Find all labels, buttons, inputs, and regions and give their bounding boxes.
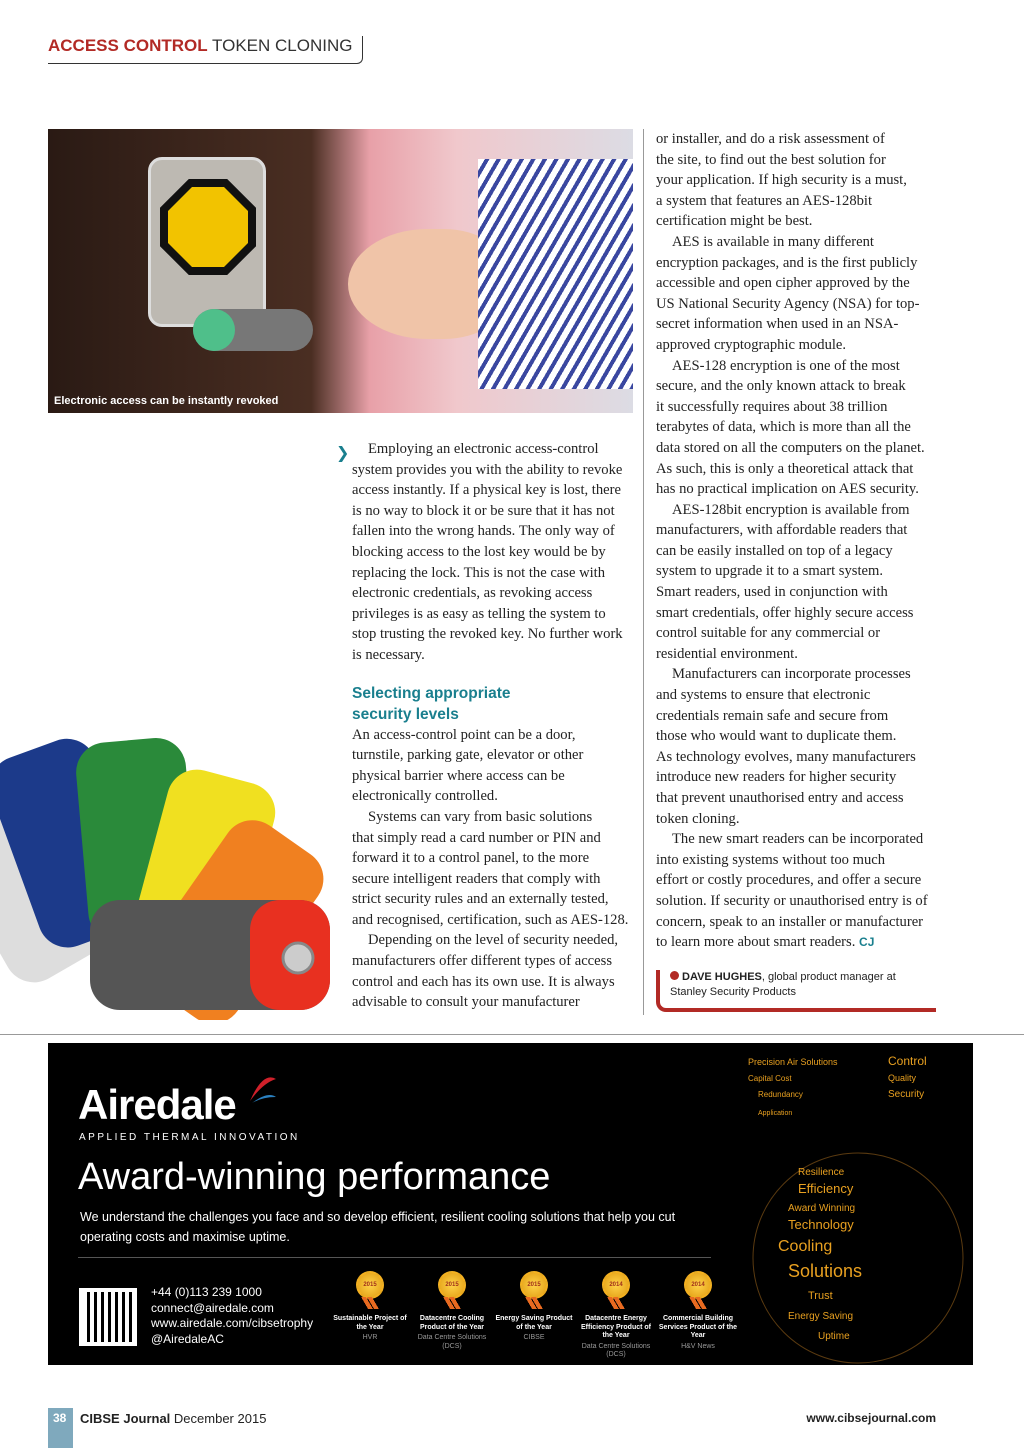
text-line: secret information when used in an NSA-	[656, 316, 899, 333]
ribbon-icon	[524, 1297, 544, 1309]
paragraph	[656, 232, 941, 356]
cloud-word: Quality	[888, 1073, 917, 1083]
award-title: Datacentre Energy Efficiency Product of the Year	[580, 1315, 651, 1339]
text-line: is necessary.	[352, 646, 425, 663]
text-line: privileges is as easy as telling the system to	[352, 605, 606, 622]
text-line: Systems can vary from basic solutions	[368, 808, 593, 825]
website-link[interactable]: www.airedale.com/cibsetrophy	[151, 1316, 314, 1330]
text-line: Smart readers, used in conjunction with	[656, 584, 888, 601]
cloud-word: Solutions	[788, 1261, 863, 1281]
text-line: As such, this is only a theoretical attack that	[656, 460, 914, 477]
subheading-line: Selecting appropriate	[352, 684, 511, 702]
section-name: ACCESS CONTROL	[48, 36, 208, 55]
author-name: DAVE HUGHES	[682, 971, 762, 983]
award-badge	[658, 1271, 738, 1351]
text-line: secure, and the only known attack to break	[656, 378, 906, 395]
medal-icon: 2015	[356, 1271, 384, 1299]
author-byline	[656, 970, 936, 1012]
text-line: the site, to find out the best solution for	[656, 151, 886, 168]
issue-date: December 2015	[173, 1411, 267, 1426]
author-role: , global product manager at	[761, 971, 896, 983]
cloud-word: Redundancy	[758, 1090, 803, 1099]
cloud-word: Resilience	[798, 1167, 845, 1178]
text-line: secure intelligent readers that comply with	[352, 870, 601, 887]
email-link[interactable]: connect@airedale.com	[151, 1300, 274, 1315]
award-title: Datacentre Cooling Product of the Year	[419, 1315, 485, 1331]
logo-tagline: APPLIED THERMAL INNOVATION	[79, 1132, 300, 1143]
text-line: credentials remain safe and secure from	[656, 707, 889, 724]
text-line: token cloning.	[656, 810, 740, 827]
text-line: your application. If high security is a must,	[656, 172, 907, 189]
cloud-word: Energy Saving	[788, 1311, 854, 1322]
cloud-word: Technology	[788, 1217, 854, 1232]
text-line: manufacturers offer different types of access	[352, 953, 613, 970]
medal-icon: 2014	[684, 1271, 712, 1299]
text-line: blocking access to the lost key would be by	[352, 543, 606, 560]
article-column-middle	[352, 439, 637, 1013]
text-line: AES is available in many different	[672, 233, 874, 250]
key-fobs-photo	[0, 720, 335, 1020]
journal-info	[80, 1411, 266, 1426]
section-header	[48, 36, 363, 64]
article-column-right	[656, 129, 941, 953]
award-source: Data Centre Solutions (DCS)	[581, 1342, 651, 1358]
text-line: data stored on all the computers on the planet.	[656, 439, 925, 456]
text-line: concern, speak to an installer or manufacturer	[656, 913, 924, 930]
award-source: CIBSE	[523, 1334, 545, 1341]
text-line: system provides you with the ability to revoke	[352, 461, 623, 478]
ad-body: We understand the challenges you face and so develop efficient, resilient cooling solutions that help you cut operating costs and maximise uptime.	[80, 1210, 676, 1244]
text-line: a system that features an AES-128bit	[656, 192, 873, 209]
text-line: to learn more about smart readers.	[656, 934, 856, 951]
text-line: certification might be best.	[656, 213, 813, 230]
cloud-word: Cooling	[778, 1238, 833, 1255]
text-line: system to upgrade it to a smart system.	[656, 563, 883, 580]
qr-code[interactable]	[79, 1288, 137, 1346]
text-line: electronic credentials, as revoking access	[352, 585, 593, 602]
cloud-word: Uptime	[818, 1331, 850, 1342]
award-title: Energy Saving Product of the Year	[495, 1315, 573, 1331]
text-line: advisable to consult your manufacturer	[352, 994, 580, 1011]
award-badge	[412, 1271, 492, 1351]
section-topic: TOKEN CLONING	[212, 36, 353, 55]
text-line: residential environment.	[656, 645, 798, 662]
subheading	[352, 683, 637, 725]
ribbon-icon	[688, 1297, 708, 1309]
text-line: approved cryptographic module.	[656, 336, 847, 353]
ribbon-icon	[442, 1297, 462, 1309]
ad-headline: Award-winning performance	[78, 1156, 551, 1198]
paragraph	[352, 807, 637, 931]
cloud-word: Efficiency	[798, 1181, 854, 1196]
text-line: replacing the lock. This is not the case with	[352, 564, 606, 581]
text-line: strict security rules and an externally tested,	[352, 891, 609, 908]
text-line: US National Security Agency (NSA) for top-	[656, 295, 920, 312]
text-line: and systems to ensure that electronic	[656, 687, 871, 704]
paragraph	[656, 664, 941, 829]
twitter-handle[interactable]: @AiredaleAC	[151, 1331, 224, 1346]
text-line: accessible and open cipher approved by the	[656, 275, 910, 292]
subheading-line: security levels	[352, 705, 459, 723]
cloud-word: Award Winning	[788, 1203, 856, 1214]
text-line: or installer, and do a risk assessment of	[656, 131, 885, 147]
text-line: control suitable for any commercial or	[656, 625, 881, 642]
text-line: that prevent unauthorised entry and access	[656, 790, 904, 806]
text-line: terabytes of data, which is more than all the	[656, 419, 911, 436]
airedale-logo: Airedale	[78, 1081, 236, 1128]
award-source: H&V News	[681, 1342, 715, 1350]
text-line: control and each has its own use. It is always	[352, 973, 615, 990]
text-line: Manufacturers can incorporate processes	[672, 666, 911, 683]
text-line: stop trusting the revoked key. No further work	[352, 626, 623, 643]
text-line: has no practical implication on AES security.	[656, 481, 919, 498]
text-line: introduce new readers for higher security	[656, 769, 897, 786]
text-line: manufacturers, with affordable readers that	[656, 522, 908, 539]
airedale-advert[interactable]	[48, 1043, 973, 1365]
phone: +44 (0)113 239 1000	[151, 1285, 262, 1299]
author-company: Stanley Security Products	[670, 986, 796, 998]
medal-icon: 2015	[520, 1271, 548, 1299]
page-number: 38	[48, 1408, 73, 1448]
chevron-right-icon: ❯	[336, 443, 350, 462]
paragraph	[352, 930, 637, 1012]
medal-icon: 2015	[438, 1271, 466, 1299]
page-divider	[0, 1034, 1024, 1035]
contact-details	[151, 1285, 313, 1347]
text-line: and recognised, certification, such as AES-128.	[352, 911, 629, 928]
hero-photo	[48, 129, 633, 413]
ribbon-icon	[606, 1297, 626, 1309]
award-source: Data Centre Solutions (DCS)	[417, 1334, 487, 1350]
paragraph	[352, 439, 637, 666]
photo-caption: Electronic access can be instantly revoked	[54, 395, 279, 407]
cloud-word: Capital Cost	[748, 1074, 792, 1083]
text-line: those who would want to duplicate them.	[656, 728, 897, 745]
award-badge	[330, 1271, 410, 1343]
text-line: As technology evolves, many manufacturers	[656, 748, 916, 765]
text-line: that simply read a card number or PIN and	[352, 829, 601, 846]
award-source: HVR	[362, 1334, 378, 1341]
text-line: physical barrier where access can be	[352, 767, 565, 784]
medal-icon: 2014	[602, 1271, 630, 1299]
text-line: encryption packages, and is the first publicly	[656, 254, 918, 271]
paragraph	[656, 500, 941, 665]
text-line: Employing an electronic access-control	[368, 441, 599, 457]
text-line: AES-128bit encryption is available from	[672, 501, 910, 518]
text-line: turnstile, parking gate, elevator or other	[352, 747, 584, 764]
cloud-word: Precision Air Solutions	[748, 1057, 838, 1067]
cloud-word: Security	[888, 1089, 925, 1100]
end-mark: CJ	[859, 935, 875, 950]
journal-name: CIBSE Journal	[80, 1411, 171, 1426]
text-line: effort or costly procedures, and offer a secure	[656, 872, 922, 889]
text-line: solution. If security or unauthorised entry is of	[656, 892, 928, 909]
paragraph	[656, 129, 941, 232]
paragraph	[656, 829, 941, 953]
text-line: can be easily installed on top of a legacy	[656, 542, 893, 559]
text-line: it successfully requires about 38 trillion	[656, 398, 888, 415]
text-line: smart credentials, offer highly secure access	[656, 604, 914, 621]
cloud-word: Application	[758, 1110, 793, 1117]
paragraph	[656, 356, 941, 500]
award-title: Sustainable Project of the Year	[333, 1315, 407, 1331]
text-line: AES-128 encryption is one of the most	[672, 357, 900, 374]
text-line: The new smart readers can be incorporated	[672, 831, 924, 848]
logo-swirl-icon	[248, 1071, 278, 1111]
journal-url[interactable]: www.cibsejournal.com	[806, 1411, 936, 1425]
award-badge	[576, 1271, 656, 1360]
text-line: access instantly. If a physical key is lost, there	[352, 482, 621, 499]
ad-divider	[78, 1257, 711, 1258]
text-line: Depending on the level of security needed,	[368, 932, 619, 949]
text-line: is no way to block it or be sure that it has not	[352, 502, 615, 519]
text-line: forward it to a control panel, to the more	[352, 850, 590, 867]
ribbon-icon	[360, 1297, 380, 1309]
award-badge	[494, 1271, 574, 1343]
text-line: An access-control point can be a door,	[352, 726, 576, 743]
column-divider	[643, 129, 644, 1015]
word-cloud	[738, 1043, 973, 1365]
paragraph	[352, 725, 637, 807]
award-title: Commercial Building Services Product of the Year	[658, 1315, 738, 1339]
text-line: electronically controlled.	[352, 788, 498, 805]
bullet-dot-icon	[670, 971, 679, 980]
cloud-word: Trust	[808, 1290, 833, 1302]
text-line: into existing systems without too much	[656, 851, 886, 868]
text-line: fallen into the wrong hands. The only way of	[352, 523, 615, 540]
cloud-word: Control	[888, 1054, 927, 1068]
